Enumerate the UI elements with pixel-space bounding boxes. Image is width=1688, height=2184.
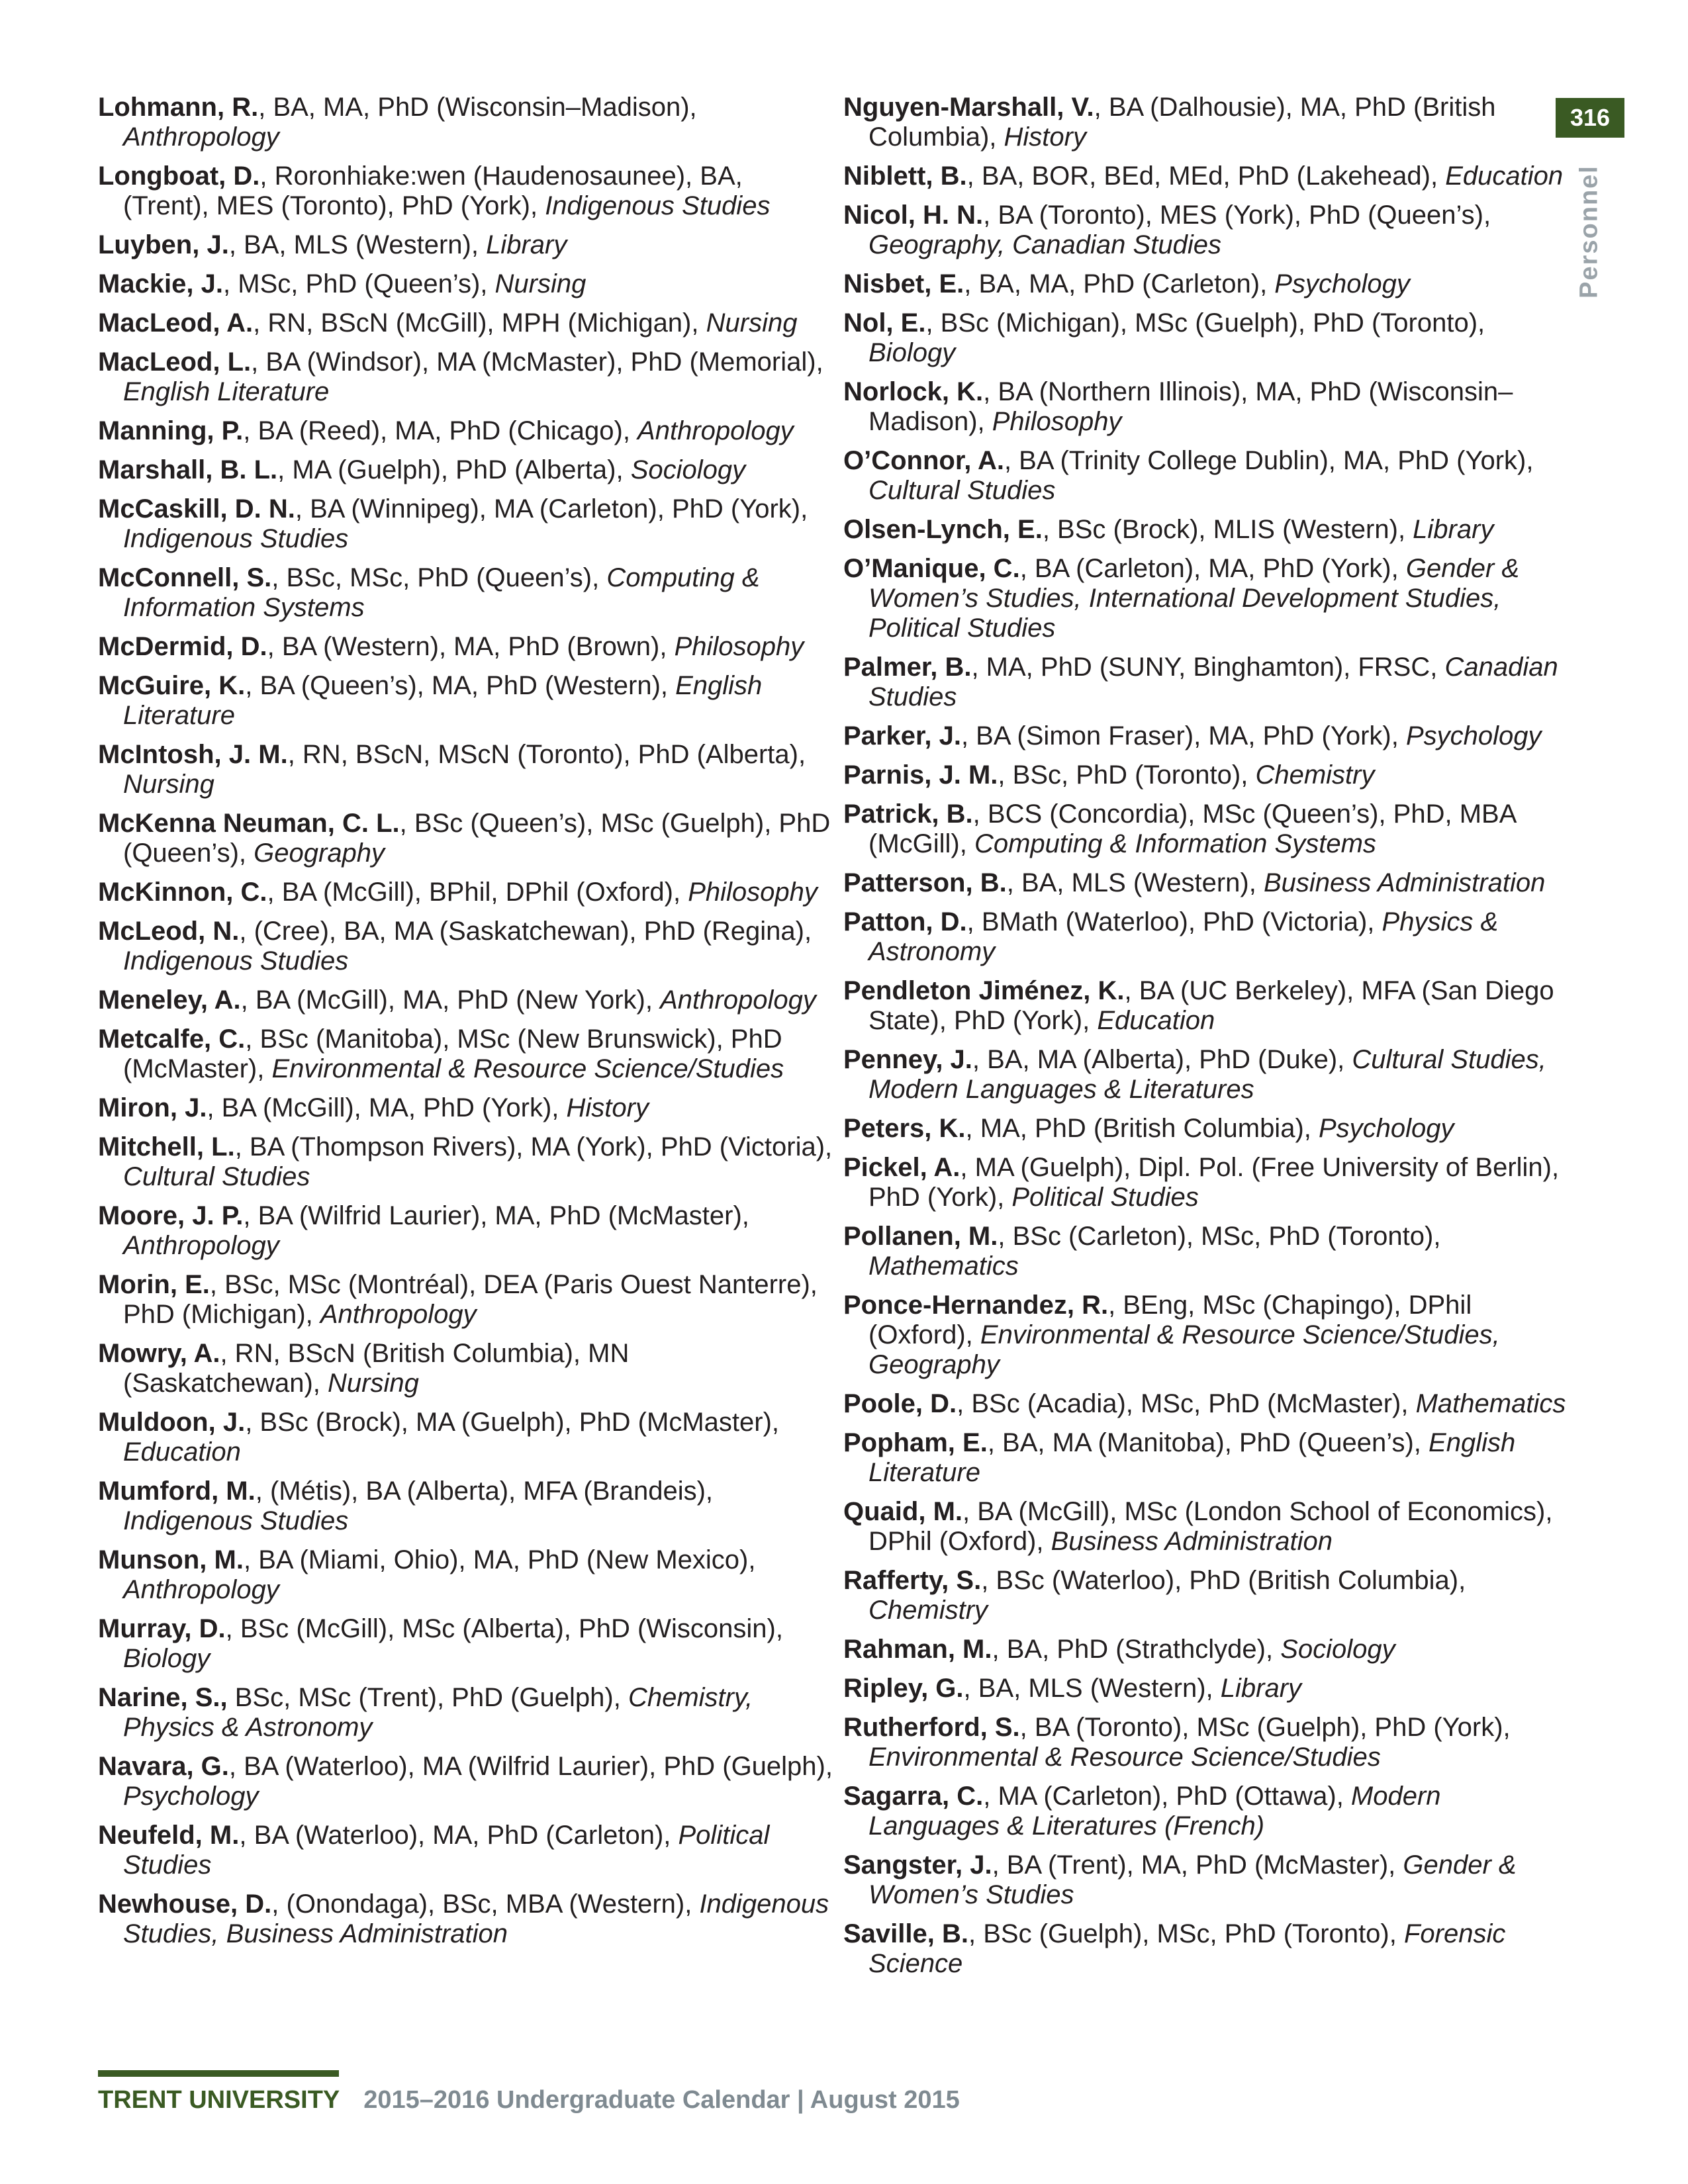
faculty-name: Luyben, J.: [98, 230, 229, 259]
faculty-entry: [98, 1024, 833, 1084]
faculty-credentials: , BSc (McGill), MSc (Alberta), PhD (Wisconsin),: [225, 1614, 783, 1643]
faculty-entry: [843, 1222, 1578, 1281]
faculty-entry: [98, 269, 833, 299]
faculty-name: Patton, D.: [843, 907, 967, 936]
faculty-department: Nursing: [123, 770, 214, 799]
faculty-department: Modern Languages & Literatures (French): [868, 1782, 1441, 1841]
faculty-department: Library: [1220, 1674, 1302, 1703]
faculty-credentials: , MA (Guelph), PhD (Alberta),: [277, 455, 631, 484]
faculty-department: Biology: [868, 338, 956, 367]
faculty-department: Environmental & Resource Science/Studies: [868, 1743, 1381, 1772]
faculty-credentials: , RN, BScN, MScN (Toronto), PhD (Alberta),: [287, 740, 806, 769]
faculty-name: Olsen-Lynch, E.: [843, 515, 1043, 544]
faculty-entry: [98, 809, 833, 868]
faculty-department: Anthropology: [123, 1231, 279, 1260]
faculty-credentials: , BA (Dalhousie), MA, PhD (British Columbia),: [868, 93, 1496, 152]
faculty-department: English Literature: [868, 1428, 1516, 1487]
faculty-name: Meneley, A.: [98, 985, 241, 1015]
faculty-credentials: , BSc, MSc (Montréal), DEA (Paris Ouest Nanterre), PhD (Michigan),: [123, 1270, 818, 1329]
faculty-entry: [98, 230, 833, 260]
faculty-name: McKenna Neuman, C. L.: [98, 809, 400, 838]
faculty-department: Nursing: [328, 1369, 419, 1398]
faculty-credentials: , MA (Guelph), Dipl. Pol. (Free University of Berlin), PhD (York),: [868, 1153, 1560, 1212]
faculty-list-left-column: [98, 93, 833, 1958]
faculty-department: Anthropology: [320, 1300, 477, 1329]
faculty-list-right-column: [843, 93, 1578, 1988]
faculty-department: History: [1004, 122, 1086, 152]
faculty-department: Political Studies: [123, 1821, 770, 1880]
faculty-name: Mumford, M.: [98, 1477, 256, 1506]
faculty-department: Indigenous Studies: [545, 191, 771, 220]
faculty-name: Pollanen, M.: [843, 1222, 998, 1251]
faculty-entry: [98, 161, 833, 221]
faculty-entry: [843, 1497, 1578, 1557]
faculty-name: O’Connor, A.: [843, 446, 1004, 475]
faculty-department: History: [566, 1093, 649, 1122]
faculty-entry: [843, 515, 1578, 545]
faculty-credentials: , (Métis), BA (Alberta), MFA (Brandeis),: [255, 1477, 714, 1506]
faculty-entry: [843, 1045, 1578, 1105]
faculty-department: Computing & Information Systems: [974, 829, 1376, 858]
faculty-department: Psychology: [123, 1782, 259, 1811]
faculty-credentials: , BA (Waterloo), MA (Wilfrid Laurier), PhD (Guelph),: [228, 1752, 833, 1781]
faculty-entry: [843, 760, 1578, 790]
faculty-entry: [98, 416, 833, 446]
faculty-credentials: , BA (Trent), MA, PhD (McMaster),: [992, 1850, 1403, 1880]
faculty-department: Cultural Studies, Modern Languages & Literatures: [868, 1045, 1546, 1104]
faculty-name: McKinnon, C.: [98, 878, 267, 907]
faculty-credentials: , BSc (Acadia), MSc, PhD (McMaster),: [957, 1389, 1416, 1418]
faculty-name: Rutherford, S.: [843, 1713, 1020, 1742]
faculty-name: Moore, J. P.: [98, 1201, 244, 1230]
faculty-entry: [98, 1889, 833, 1949]
faculty-credentials: , BSc, PhD (Toronto),: [998, 760, 1256, 790]
faculty-department: Chemistry: [1255, 760, 1375, 790]
faculty-department: Environmental & Resource Science/Studies: [271, 1054, 784, 1083]
faculty-entry: [843, 1782, 1578, 1841]
faculty-credentials: , (Onondaga), BSc, MBA (Western),: [271, 1889, 700, 1919]
faculty-credentials: , BA, MA, PhD (Wisconsin–Madison),: [258, 93, 697, 122]
faculty-credentials: , BA (McGill), MA, PhD (York),: [207, 1093, 567, 1122]
faculty-credentials: , MA, PhD (SUNY, Binghamton), FRSC,: [971, 653, 1445, 682]
faculty-entry: [98, 1093, 833, 1123]
faculty-credentials: , BA, MA (Alberta), PhD (Duke),: [972, 1045, 1352, 1074]
faculty-credentials: , BCS (Concordia), MSc (Queen’s), PhD, MBA (McGill),: [868, 799, 1516, 858]
faculty-credentials: , BSc (Guelph), MSc, PhD (Toronto),: [968, 1919, 1404, 1948]
faculty-credentials: , BA (McGill), MSc (London School of Economics), DPhil (Oxford),: [868, 1497, 1553, 1556]
faculty-department: Education: [1445, 161, 1564, 191]
faculty-credentials: , BA (Windsor), MA (McMaster), PhD (Memorial),: [251, 347, 823, 377]
faculty-name: McDermid, D.: [98, 632, 267, 661]
footer-university: TRENT UNIVERSITY: [98, 2086, 340, 2114]
faculty-credentials: , BA, BOR, BEd, MEd, PhD (Lakehead),: [966, 161, 1446, 191]
faculty-credentials: , BA (Waterloo), MA, PhD (Carleton),: [239, 1821, 679, 1850]
faculty-department: Anthropology: [123, 1575, 279, 1604]
faculty-department: Geography, Canadian Studies: [868, 230, 1221, 259]
faculty-entry: [98, 1752, 833, 1811]
faculty-entry: [843, 554, 1578, 643]
faculty-entry: [843, 907, 1578, 967]
faculty-entry: [843, 1428, 1578, 1488]
faculty-name: MacLeod, A.: [98, 308, 254, 338]
faculty-name: Ponce-Hernandez, R.: [843, 1291, 1109, 1320]
section-side-label-text: Personnel: [1575, 165, 1603, 298]
faculty-entry: [98, 563, 833, 623]
faculty-entry: [98, 1270, 833, 1330]
faculty-credentials: , RN, BScN (McGill), MPH (Michigan),: [253, 308, 706, 338]
faculty-name: Sagarra, C.: [843, 1782, 984, 1811]
faculty-credentials: , BA (Northern Illinois), MA, PhD (Wisconsin–Madison),: [868, 377, 1513, 436]
faculty-entry: [98, 1821, 833, 1880]
faculty-name: Navara, G.: [98, 1752, 229, 1781]
faculty-name: Metcalfe, C.: [98, 1024, 246, 1054]
faculty-name: Mowry, A.: [98, 1339, 220, 1368]
faculty-entry: [98, 1683, 833, 1743]
faculty-entry: [98, 494, 833, 554]
footer-rule: [98, 2070, 339, 2077]
faculty-name: Nisbet, E.: [843, 269, 964, 298]
faculty-credentials: , MA (Carleton), PhD (Ottawa),: [983, 1782, 1351, 1811]
faculty-entry: [843, 161, 1578, 191]
faculty-name: Nicol, H. N.: [843, 201, 984, 230]
faculty-department: Forensic Science: [868, 1919, 1506, 1978]
faculty-name: Parnis, J. M.: [843, 760, 998, 790]
faculty-department: Education: [123, 1437, 241, 1467]
faculty-entry: [843, 1114, 1578, 1144]
faculty-department: Anthropology: [123, 122, 279, 152]
faculty-entry: [98, 632, 833, 662]
faculty-entry: [98, 347, 833, 407]
faculty-department: Library: [1413, 515, 1494, 544]
faculty-department: Sociology: [630, 455, 746, 484]
faculty-credentials: , (Cree), BA, MA (Saskatchewan), PhD (Regina),: [239, 917, 812, 946]
faculty-department: Philosophy: [992, 407, 1122, 436]
faculty-department: Psychology: [1319, 1114, 1454, 1143]
faculty-name: Ripley, G.: [843, 1674, 964, 1703]
faculty-credentials: , BA (Simon Fraser), MA, PhD (York),: [961, 721, 1406, 751]
faculty-credentials: BSc, MSc (Trent), PhD (Guelph),: [227, 1683, 628, 1712]
faculty-name: Nol, E.: [843, 308, 926, 338]
faculty-credentials: , BSc (Brock), MLIS (Western),: [1042, 515, 1413, 544]
faculty-name: Penney, J.: [843, 1045, 972, 1074]
faculty-name: Patrick, B.: [843, 799, 973, 829]
faculty-credentials: , BA (UC Berkeley), MFA (San Diego State), PhD (York),: [868, 976, 1554, 1035]
faculty-credentials: , BA (Trinity College Dublin), MA, PhD (York),: [1004, 446, 1534, 475]
faculty-entry: [843, 1850, 1578, 1910]
faculty-name: Newhouse, D.: [98, 1889, 272, 1919]
faculty-name: Marshall, B. L.: [98, 455, 278, 484]
section-side-label: [1543, 165, 1636, 298]
faculty-name: Pendleton Jiménez, K.: [843, 976, 1125, 1005]
faculty-department: Philosophy: [674, 632, 804, 661]
faculty-entry: [843, 308, 1578, 368]
faculty-name: McLeod, N.: [98, 917, 240, 946]
faculty-entry: [98, 1477, 833, 1536]
footer-calendar: 2015–2016 Undergraduate Calendar | August 2015: [363, 2086, 960, 2114]
faculty-entry: [98, 1545, 833, 1605]
faculty-department: Computing & Information Systems: [123, 563, 760, 622]
faculty-credentials: , BA (Toronto), MSc (Guelph), PhD (York),: [1019, 1713, 1511, 1742]
faculty-entry: [98, 1614, 833, 1674]
faculty-department: Cultural Studies: [123, 1162, 310, 1191]
faculty-credentials: , BSc (Waterloo), PhD (British Columbia),: [981, 1566, 1466, 1595]
faculty-entry: [98, 1339, 833, 1398]
faculty-entry: [843, 868, 1578, 898]
faculty-department: Cultural Studies: [868, 476, 1056, 505]
faculty-entry: [843, 269, 1578, 299]
faculty-department: Business Administration: [1051, 1527, 1333, 1556]
faculty-entry: [843, 1635, 1578, 1664]
faculty-credentials: , BSc (Brock), MA (Guelph), PhD (McMaster),: [245, 1408, 780, 1437]
faculty-name: Longboat, D.: [98, 161, 260, 191]
faculty-department: Mathematics: [868, 1251, 1019, 1281]
faculty-credentials: , BA, MLS (Western),: [963, 1674, 1221, 1703]
faculty-name: Miron, J.: [98, 1093, 207, 1122]
faculty-name: Popham, E.: [843, 1428, 988, 1457]
faculty-credentials: , BA (Winnipeg), MA (Carleton), PhD (York),: [295, 494, 808, 523]
faculty-department: Business Administration: [1263, 868, 1546, 897]
faculty-entry: [843, 721, 1578, 751]
faculty-department: Philosophy: [688, 878, 818, 907]
faculty-entry: [843, 1713, 1578, 1772]
faculty-name: Quaid, M.: [843, 1497, 962, 1526]
faculty-name: Mitchell, L.: [98, 1132, 235, 1161]
faculty-department: English Literature: [123, 671, 763, 730]
faculty-name: Murray, D.: [98, 1614, 226, 1643]
faculty-entry: [98, 455, 833, 485]
faculty-entry: [98, 1132, 833, 1192]
faculty-name: Saville, B.: [843, 1919, 968, 1948]
faculty-department: Biology: [123, 1644, 211, 1673]
faculty-department: Psychology: [1274, 269, 1410, 298]
faculty-name: Sangster, J.: [843, 1850, 992, 1880]
faculty-entry: [843, 799, 1578, 859]
faculty-department: Indigenous Studies: [123, 524, 349, 553]
faculty-entry: [98, 740, 833, 799]
faculty-entry: [843, 93, 1578, 152]
faculty-department: Sociology: [1280, 1635, 1395, 1664]
faculty-name: McConnell, S.: [98, 563, 272, 592]
faculty-name: McIntosh, J. M.: [98, 740, 288, 769]
faculty-entry: [98, 671, 833, 731]
faculty-entry: [843, 446, 1578, 506]
faculty-name: Pickel, A.: [843, 1153, 961, 1182]
faculty-name: Munson, M.: [98, 1545, 244, 1574]
faculty-name: O’Manique, C.: [843, 554, 1020, 583]
faculty-credentials: , BA (Carleton), MA, PhD (York),: [1019, 554, 1406, 583]
faculty-name: McCaskill, D. N.: [98, 494, 295, 523]
faculty-entry: [843, 1566, 1578, 1625]
faculty-credentials: , Roronhiake:wen (Haudenosaunee), BA, (Trent), MES (Toronto), PhD (York),: [123, 161, 743, 220]
faculty-credentials: , BSc, MSc, PhD (Queen’s),: [271, 563, 607, 592]
faculty-credentials: , BA (Miami, Ohio), MA, PhD (New Mexico),: [243, 1545, 756, 1574]
faculty-department: Chemistry: [868, 1596, 988, 1625]
faculty-department: Gender & Women’s Studies, International Development Studies, Political Studies: [868, 554, 1520, 643]
faculty-name: Palmer, B.: [843, 653, 972, 682]
faculty-department: Gender & Women’s Studies: [868, 1850, 1517, 1909]
faculty-department: Political Studies: [1011, 1183, 1199, 1212]
faculty-department: Library: [486, 230, 567, 259]
faculty-department: Indigenous Studies, Business Administration: [123, 1889, 829, 1948]
faculty-department: English Literature: [123, 377, 330, 406]
faculty-credentials: , BA (Queen’s), MA, PhD (Western),: [245, 671, 676, 700]
faculty-department: Nursing: [706, 308, 798, 338]
faculty-department: Mathematics: [1415, 1389, 1566, 1418]
faculty-department: Chemistry, Physics & Astronomy: [123, 1683, 753, 1742]
faculty-credentials: , BSc (Michigan), MSc (Guelph), PhD (Toronto),: [925, 308, 1485, 338]
faculty-department: Nursing: [494, 269, 586, 298]
page-footer: [98, 2086, 960, 2115]
faculty-department: Physics & Astronomy: [868, 907, 1499, 966]
faculty-name: Niblett, B.: [843, 161, 967, 191]
faculty-department: Geography: [254, 839, 385, 868]
faculty-entry: [843, 976, 1578, 1036]
faculty-credentials: , RN, BScN (British Columbia), MN (Saskatchewan),: [123, 1339, 630, 1398]
faculty-name: Norlock, K.: [843, 377, 984, 406]
page-number-badge: 316: [1556, 98, 1624, 138]
faculty-credentials: , BSc (Queen’s), MSc (Guelph), PhD (Queen’s),: [123, 809, 831, 868]
faculty-name: Peters, K.: [843, 1114, 966, 1143]
faculty-name: Poole, D.: [843, 1389, 957, 1418]
faculty-department: Canadian Studies: [868, 653, 1558, 711]
faculty-entry: [843, 1674, 1578, 1704]
faculty-name: Muldoon, J.: [98, 1408, 246, 1437]
faculty-credentials: , BA, PhD (Strathclyde),: [992, 1635, 1281, 1664]
faculty-entry: [843, 1919, 1578, 1979]
faculty-department: Environmental & Resource Science/Studies, Geography: [868, 1320, 1500, 1379]
faculty-entry: [98, 917, 833, 976]
faculty-credentials: , BA (Toronto), MES (York), PhD (Queen’s),: [983, 201, 1491, 230]
faculty-credentials: , BA (McGill), BPhil, DPhil (Oxford),: [267, 878, 688, 907]
faculty-department: Education: [1097, 1006, 1215, 1035]
faculty-credentials: , BSc (Carleton), MSc, PhD (Toronto),: [998, 1222, 1441, 1251]
faculty-name: Narine, S.,: [98, 1683, 228, 1712]
faculty-entry: [843, 201, 1578, 260]
faculty-entry: [98, 308, 833, 338]
faculty-name: Mackie, J.: [98, 269, 224, 298]
faculty-credentials: , BA (McGill), MA, PhD (New York),: [240, 985, 661, 1015]
faculty-credentials: , MSc, PhD (Queen’s),: [223, 269, 495, 298]
faculty-credentials: , MA, PhD (British Columbia),: [965, 1114, 1319, 1143]
faculty-name: Nguyen-Marshall, V.: [843, 93, 1094, 122]
faculty-department: Indigenous Studies: [123, 1506, 349, 1535]
faculty-department: Indigenous Studies: [123, 946, 349, 976]
faculty-credentials: , BA (Reed), MA, PhD (Chicago),: [243, 416, 638, 445]
faculty-entry: [98, 878, 833, 907]
faculty-entry: [843, 1153, 1578, 1212]
faculty-credentials: , BA, MA (Manitoba), PhD (Queen’s),: [987, 1428, 1429, 1457]
faculty-department: Anthropology: [660, 985, 816, 1015]
faculty-entry: [843, 1291, 1578, 1380]
faculty-credentials: , BA, MLS (Western),: [1006, 868, 1264, 897]
faculty-entry: [98, 1201, 833, 1261]
faculty-name: Rahman, M.: [843, 1635, 992, 1664]
faculty-name: Parker, J.: [843, 721, 961, 751]
faculty-entry: [98, 1408, 833, 1467]
faculty-credentials: , BA (Wilfrid Laurier), MA, PhD (McMaster),: [243, 1201, 749, 1230]
faculty-credentials: , BSc (Manitoba), MSc (New Brunswick), PhD (McMaster),: [123, 1024, 782, 1083]
faculty-name: Morin, E.: [98, 1270, 210, 1299]
faculty-name: Rafferty, S.: [843, 1566, 982, 1595]
faculty-name: MacLeod, L.: [98, 347, 252, 377]
faculty-entry: [843, 377, 1578, 437]
faculty-entry: [843, 1389, 1578, 1419]
faculty-entry: [843, 653, 1578, 712]
faculty-name: Manning, P.: [98, 416, 244, 445]
faculty-name: Lohmann, R.: [98, 93, 259, 122]
faculty-credentials: , BA, MA, PhD (Carleton),: [964, 269, 1275, 298]
faculty-credentials: , BMath (Waterloo), PhD (Victoria),: [966, 907, 1382, 936]
faculty-credentials: , BA (Western), MA, PhD (Brown),: [267, 632, 675, 661]
faculty-name: Patterson, B.: [843, 868, 1007, 897]
faculty-entry: [98, 985, 833, 1015]
faculty-entry: [98, 93, 833, 152]
faculty-department: Anthropology: [637, 416, 794, 445]
faculty-department: Psychology: [1405, 721, 1542, 751]
faculty-credentials: , BA (Thompson Rivers), MA (York), PhD (Victoria),: [234, 1132, 833, 1161]
faculty-credentials: , BA, MLS (Western),: [228, 230, 487, 259]
faculty-name: McGuire, K.: [98, 671, 246, 700]
faculty-name: Neufeld, M.: [98, 1821, 240, 1850]
faculty-credentials: , BEng, MSc (Chapingo), DPhil (Oxford),: [868, 1291, 1472, 1349]
